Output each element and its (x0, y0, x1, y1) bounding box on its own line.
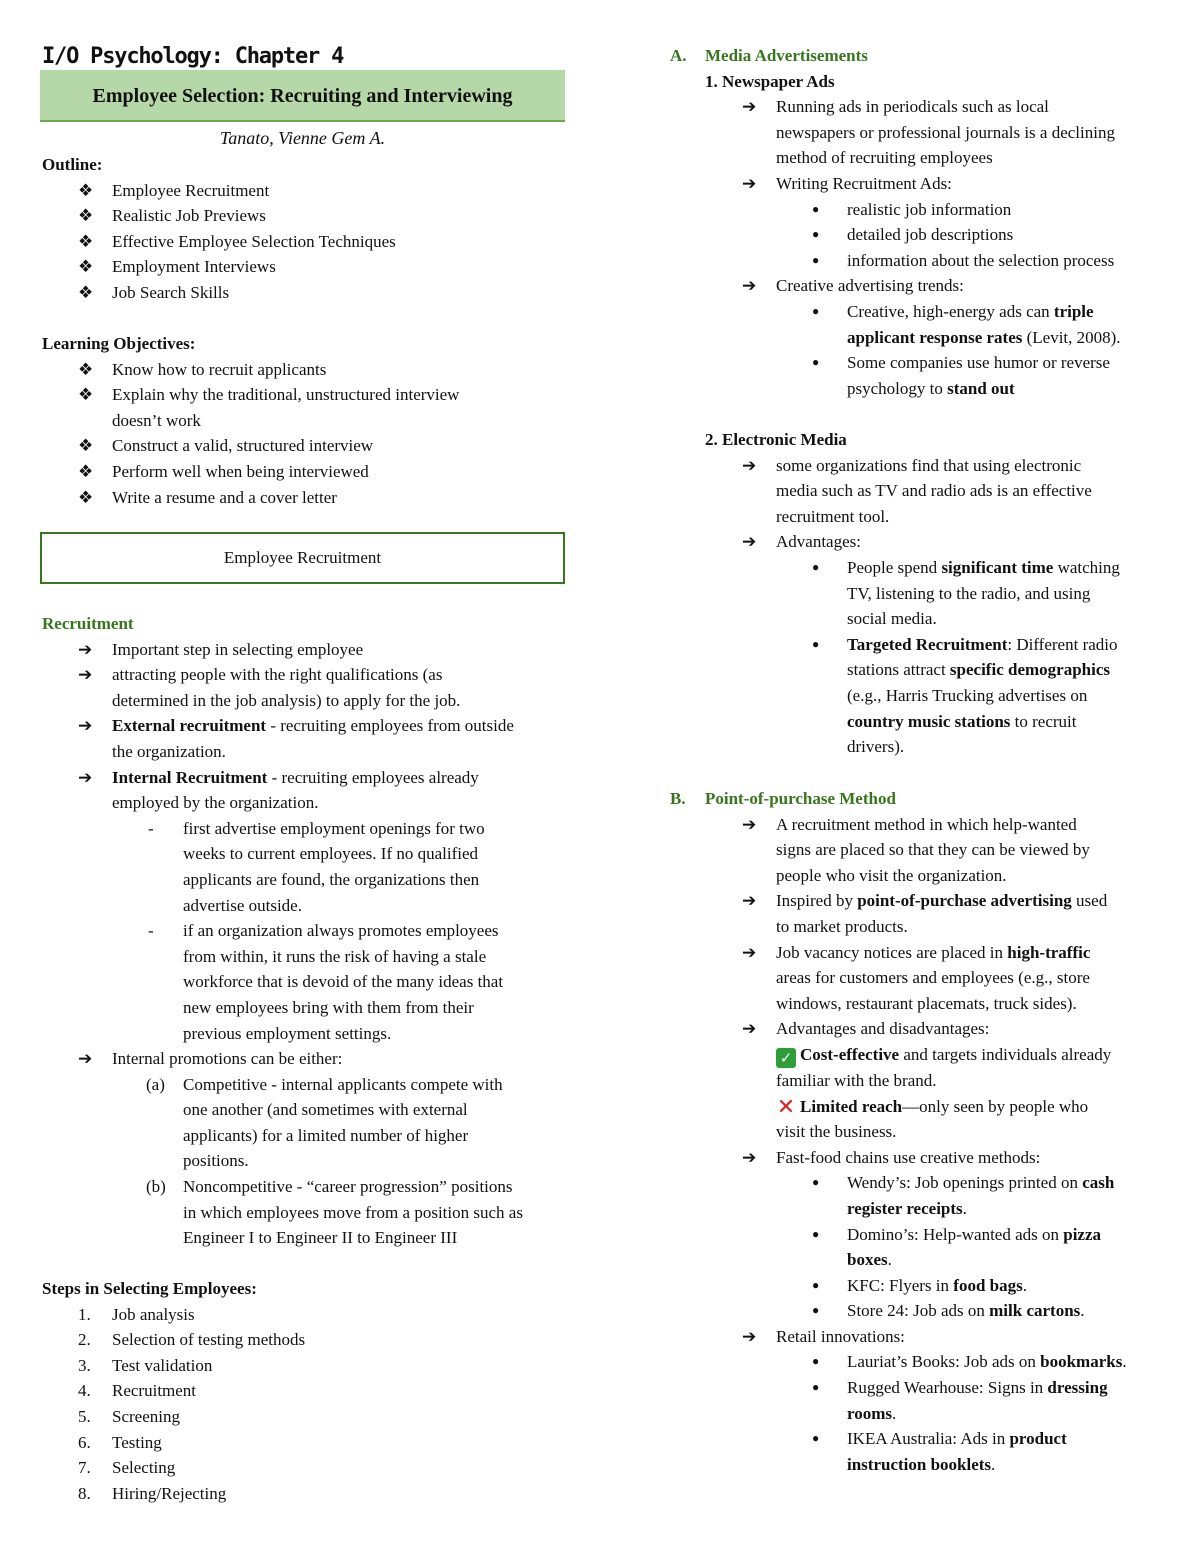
arrow-bullet-icon: ➔ (78, 1049, 93, 1069)
list-item: ❖ Perform well when being interviewed (42, 459, 567, 485)
dot-bullet-icon: ● (812, 1431, 820, 1446)
list-item: 6. Testing (42, 1430, 567, 1456)
diamond-bullet-icon: ❖ (78, 436, 94, 456)
dash-bullet-icon: - (148, 921, 154, 941)
list-item: ➔ Internal promotions can be either: (42, 1046, 572, 1072)
electronic-media-section: 2. Electronic Media ➔ some organizations find that using electronic media such as TV and radio ads is an effective recruitment tool. ➔ Advantages: ● People spend significant time watching TV, listening to the radio, and using social media. ● Targeted Recruitment: Different radio stations attract specific demographics (e.g., Harris Trucking advertises on country music stations to recruit drivers). (670, 427, 1170, 760)
section-heading-box: Employee Recruitment (40, 532, 565, 584)
arrow-bullet-icon: ➔ (742, 1326, 757, 1346)
list-item: ● People spend significant time watching (670, 555, 1170, 581)
arrow-bullet-icon: ➔ (742, 1147, 757, 1167)
diamond-bullet-icon: ❖ (78, 206, 94, 226)
arrow-bullet-icon: ➔ (742, 173, 757, 193)
objectives-heading: Learning Objectives: (42, 334, 196, 353)
list-item: 7. Selecting (42, 1455, 567, 1481)
list-item: ● Targeted Recruitment: Different radio (670, 632, 1170, 658)
list-item: ● Wendy’s: Job openings printed on cash (670, 1170, 1170, 1196)
arrow-bullet-icon: ➔ (742, 942, 757, 962)
dot-bullet-icon: ● (812, 559, 820, 574)
list-item: ● IKEA Australia: Ads in product (670, 1426, 1170, 1452)
list-item: ➔ Internal Recruitment - recruiting employees already (42, 765, 572, 791)
list-item-continued: doesn’t work (112, 410, 201, 430)
recruitment-section: Recruitment ➔ Important step in selecting employee ➔ attracting people with the right qualifications (as determined in the job analysis) to apply for the job. ➔ External recruitment - recruiting employees from outside the organization. ➔ Internal Recruitment - recruiting employees already employed by the organization. - first advertise employment openings for two weeks to current employees. If no qualified applicants are found, the organizations then advertise outside. - if an organization always promotes employees from within, it runs the risk of having a stale workforce that is devoid of the many ideas that new employees bring with them from their previous employment settings. ➔ Internal promotions can be either: (a) Competitive - internal applicants compete with one another (and sometimes with external applicants) for a limited number of higher positions. (b) Noncompetitive - “career progression” positions in which employees move from a position such as Engineer I to Engineer II to Engineer III (42, 611, 572, 1251)
list-item: ● Some companies use humor or reverse (670, 350, 1170, 376)
diamond-bullet-icon: ❖ (78, 487, 94, 507)
steps-heading: Steps in Selecting Employees: (42, 1279, 257, 1298)
list-item: ● KFC: Flyers in food bags. (670, 1273, 1170, 1299)
list-item: ❖ Employment Interviews (42, 254, 567, 280)
electronic-heading: 2. Electronic Media (705, 430, 847, 449)
list-item: ● Lauriat’s Books: Job ads on bookmarks. (670, 1349, 1170, 1375)
arrow-bullet-icon: ➔ (78, 639, 93, 659)
list-item: 3. Test validation (42, 1353, 567, 1379)
diamond-bullet-icon: ❖ (78, 231, 94, 251)
list-number: 5. (78, 1406, 91, 1426)
arrow-bullet-icon: ➔ (742, 814, 757, 834)
outline-heading: Outline: (42, 155, 103, 174)
media-section: A. Media Advertisements 1. Newspaper Ads ➔ Running ads in periodicals such as local newspapers or professional journals is a declining method of recruiting employees ➔ Writing Recruitment Ads: ● realistic job information ● detailed job descriptions ● information about the selection process ➔ Creative advertising trends: ● Creative, high-energy ads can triple applicant response rates (Levit, 2008). ● Some companies use humor or reverse psychology to stand out (670, 43, 1170, 401)
list-item: ● Domino’s: Help-wanted ads on pizza (670, 1222, 1170, 1248)
diamond-bullet-icon: ❖ (78, 180, 94, 200)
list-item: ❖ Job Search Skills (42, 280, 567, 306)
list-item: ➔ Important step in selecting employee (42, 637, 572, 663)
point-of-purchase-section: B. Point-of-purchase Method ➔ A recruitment method in which help-wanted signs are placed so that they can be viewed by people who visit the organization. ➔ Inspired by point-of-purchase advertising used to market products. ➔ Job vacancy notices are placed in high-traffic areas for customers and employees (e.g., store windows, restaurant placemats, truck sides). ➔ Advantages and disadvantages: ✓ Cost-effective and targets individuals already familiar with the brand. ✕ Limited reach—only seen by people who visit the business. ➔ Fast-food chains use creative methods: ● Wendy’s: Job openings printed on cash register receipts. ● Domino’s: Help-wanted ads on pizza boxes. ● KFC: Flyers in food bags. ● Store 24: Job ads on milk cartons. ➔ Retail innovations: ● Lauriat’s Books: Job ads on bookmarks. ● Rugged Wearhouse: Signs in dressing rooms. ● IKEA Australia: Ads in product instruction booklets. (670, 786, 1170, 1477)
arrow-bullet-icon: ➔ (742, 276, 757, 296)
diamond-bullet-icon: ❖ (78, 359, 94, 379)
dot-bullet-icon: ● (812, 1226, 820, 1241)
diamond-bullet-icon: ❖ (78, 257, 94, 277)
dot-bullet-icon: ● (812, 1354, 820, 1369)
list-item: ❖ Employee Recruitment (42, 178, 567, 204)
chapter-banner: Employee Selection: Recruiting and Interviewing (40, 70, 565, 122)
list-item: ➔ Retail innovations: (670, 1324, 1170, 1350)
arrow-bullet-icon: ➔ (742, 455, 757, 475)
dot-bullet-icon: ● (812, 201, 820, 216)
diamond-bullet-icon: ❖ (78, 282, 94, 302)
list-item: ➔ A recruitment method in which help-wanted (670, 812, 1170, 838)
list-item: ❖ Write a resume and a cover letter (42, 485, 567, 511)
dot-bullet-icon: ● (812, 1175, 820, 1190)
list-item: 1. Job analysis (42, 1302, 567, 1328)
list-item: ● Store 24: Job ads on milk cartons. (670, 1298, 1170, 1324)
pop-heading: B. Point-of-purchase Method (670, 789, 896, 808)
media-heading: A. Media Advertisements (670, 46, 868, 65)
list-item: ❖ Realistic Job Previews (42, 203, 567, 229)
cross-mark-icon: ✕ (776, 1094, 796, 1120)
arrow-bullet-icon: ➔ (742, 891, 757, 911)
list-item: ❖ Construct a valid, structured interview (42, 433, 567, 459)
list-item: ➔ Running ads in periodicals such as local (670, 94, 1170, 120)
list-item: ➔ Advantages and disadvantages: (670, 1016, 1170, 1042)
list-label: (b) (146, 1177, 166, 1197)
list-number: 3. (78, 1355, 91, 1375)
list-item: ● realistic job information (670, 197, 1170, 223)
list-number: 6. (78, 1432, 91, 1452)
list-number: 2. (78, 1330, 91, 1350)
dash-bullet-icon: - (148, 818, 154, 838)
list-item: - first advertise employment openings for two (42, 816, 572, 842)
diamond-bullet-icon: ❖ (78, 385, 94, 405)
list-item: ➔ some organizations find that using electronic (670, 453, 1170, 479)
list-item: ❖ Effective Employee Selection Techniques (42, 229, 567, 255)
list-label: (a) (146, 1074, 165, 1094)
document-title: I/O Psychology: Chapter 4 (42, 44, 344, 69)
dot-bullet-icon: ● (812, 1277, 820, 1292)
list-item: 4. Recruitment (42, 1378, 567, 1404)
list-item: ➔ Creative advertising trends: (670, 273, 1170, 299)
list-item: ➔ External recruitment - recruiting employees from outside (42, 713, 572, 739)
list-number: 8. (78, 1483, 91, 1503)
list-item: ➔ attracting people with the right qualifications (as (42, 662, 572, 688)
list-item: (a) Competitive - internal applicants compete with (42, 1072, 572, 1098)
list-item: - if an organization always promotes employees (42, 918, 572, 944)
list-item: ➔ Fast-food chains use creative methods: (670, 1145, 1170, 1171)
check-mark-icon: ✓ (776, 1048, 796, 1068)
list-item: (b) Noncompetitive - “career progression” positions (42, 1174, 572, 1200)
dot-bullet-icon: ● (812, 227, 820, 242)
list-item: ● Creative, high-energy ads can triple (670, 299, 1170, 325)
arrow-bullet-icon: ➔ (78, 716, 93, 736)
list-item: ➔ Job vacancy notices are placed in high-traffic (670, 940, 1170, 966)
list-number: 7. (78, 1458, 91, 1478)
list-item: ➔ Advantages: (670, 529, 1170, 555)
arrow-bullet-icon: ➔ (78, 665, 93, 685)
list-number: 4. (78, 1381, 91, 1401)
list-number: 1. (78, 1304, 91, 1324)
newspaper-heading: 1. Newspaper Ads (705, 71, 835, 91)
arrow-bullet-icon: ➔ (742, 97, 757, 117)
list-item: ❖ Know how to recruit applicants (42, 357, 567, 383)
arrow-bullet-icon: ➔ (742, 532, 757, 552)
dot-bullet-icon: ● (812, 252, 820, 267)
list-item: ● Rugged Wearhouse: Signs in dressing (670, 1375, 1170, 1401)
outline-section (42, 152, 567, 306)
dot-bullet-icon: ● (812, 636, 820, 651)
dot-bullet-icon: ● (812, 1303, 820, 1318)
list-item: ❖ Explain why the traditional, unstructured interview (42, 382, 567, 408)
objectives-section (42, 331, 567, 510)
list-item: ➔ Inspired by point-of-purchase advertising used (670, 888, 1170, 914)
list-item: 2. Selection of testing methods (42, 1327, 567, 1353)
dot-bullet-icon: ● (812, 355, 820, 370)
list-item: ● detailed job descriptions (670, 222, 1170, 248)
dot-bullet-icon: ● (812, 1380, 820, 1395)
list-item: ➔ Writing Recruitment Ads: (670, 171, 1170, 197)
recruitment-heading: Recruitment (42, 614, 134, 633)
list-item: ● information about the selection process (670, 248, 1170, 274)
steps-section (42, 1276, 567, 1506)
arrow-bullet-icon: ➔ (78, 767, 93, 787)
arrow-bullet-icon: ➔ (742, 1019, 757, 1039)
list-item: 5. Screening (42, 1404, 567, 1430)
author-name: Tanato, Vienne Gem A. (219, 128, 386, 148)
diamond-bullet-icon: ❖ (78, 461, 94, 481)
list-item: 8. Hiring/Rejecting (42, 1481, 567, 1507)
dot-bullet-icon: ● (812, 303, 820, 318)
